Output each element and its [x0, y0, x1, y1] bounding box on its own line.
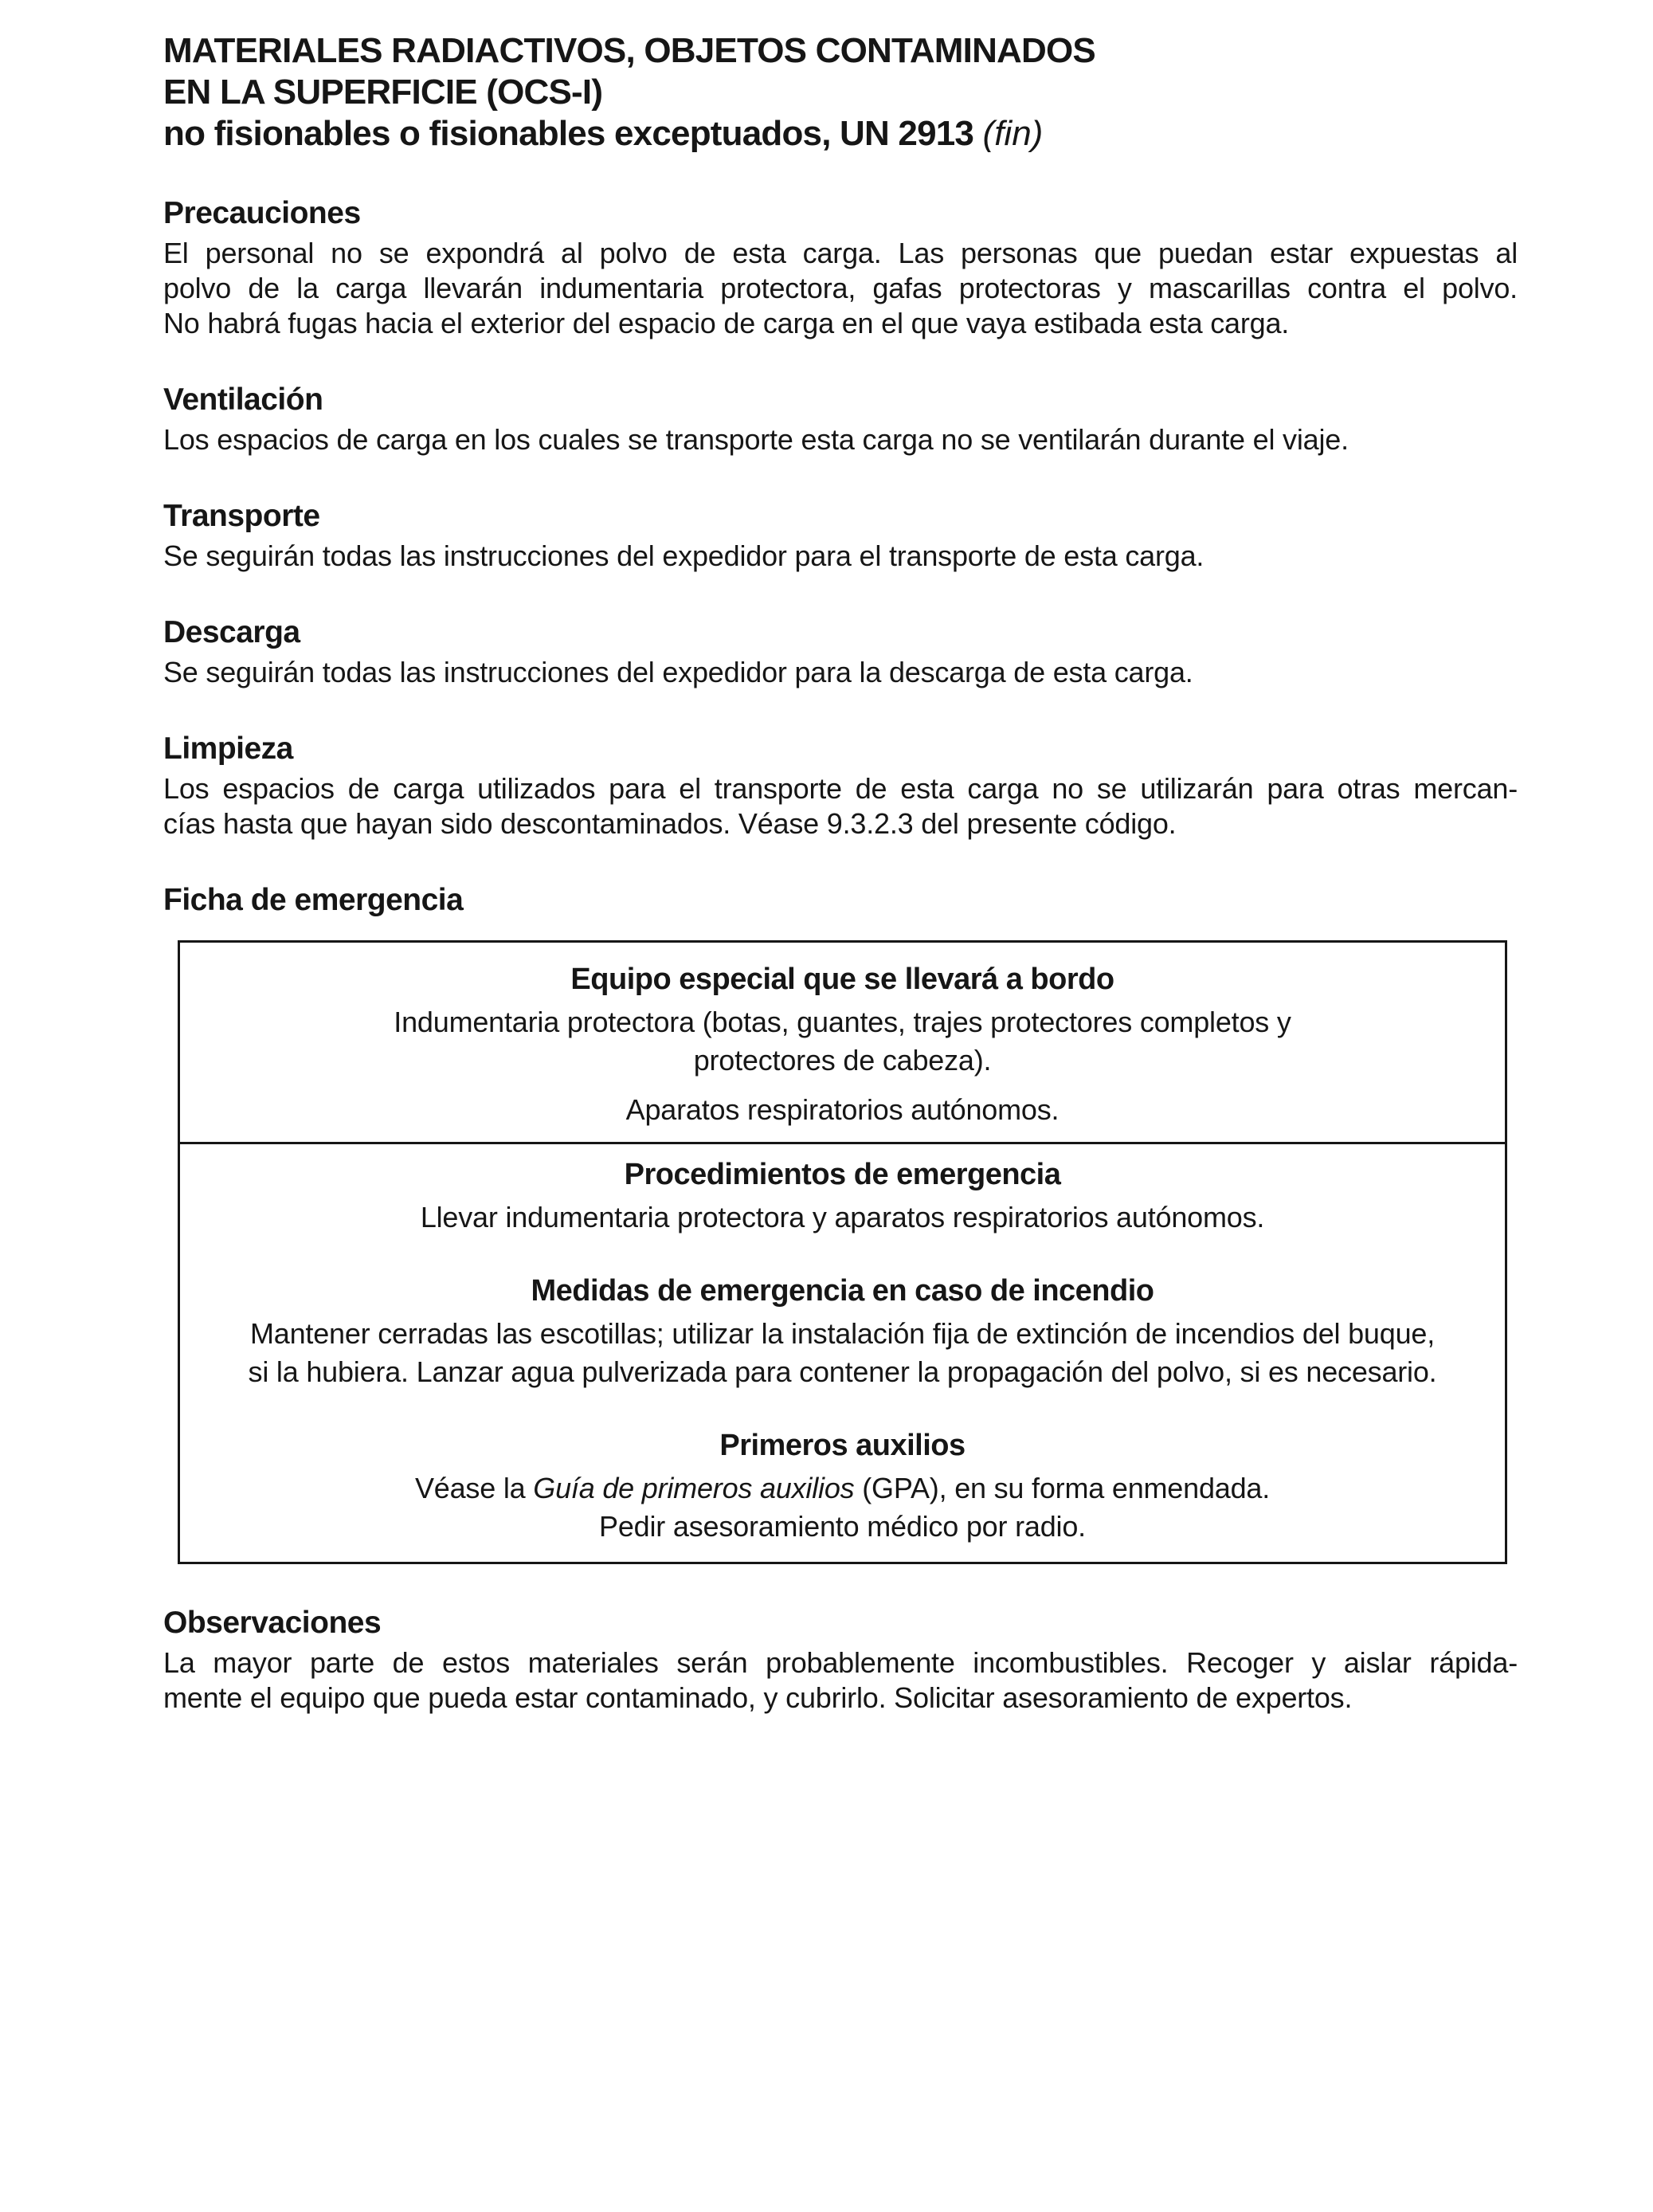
section-descarga-body — [163, 655, 1518, 690]
section-precauciones-heading: Precauciones — [163, 196, 361, 230]
doc-title-line3 — [163, 113, 1518, 155]
section-observaciones-heading: Observaciones — [163, 1606, 382, 1640]
section-ventilacion-heading: Ventilación — [163, 382, 323, 417]
text-line: Llevar indumentaria protectora y aparatos respiratorios autónomos. — [420, 1201, 1265, 1233]
first-aid-title: Primeros auxilios — [719, 1429, 966, 1462]
doc-title-line1: MATERIALES RADIACTIVOS, OBJETOS CONTAMINADOS — [163, 31, 1095, 70]
section-descarga — [163, 615, 1518, 690]
text-line: Los espacios de carga en los cuales se transporte esta carga no se ventilarán durante el viaje. — [163, 423, 1349, 456]
section-transporte-body — [163, 539, 1518, 574]
first-aid-reference-line — [196, 1469, 1489, 1508]
section-limpieza — [163, 731, 1518, 841]
section-limpieza-body — [163, 771, 1518, 841]
section-transporte — [163, 499, 1518, 574]
text-line: No habrá fugas hacia el exterior del espacio de carga en el que vaya estibada esta carga. — [163, 307, 1290, 339]
section-descarga-heading: Descarga — [163, 615, 300, 649]
emergency-card — [178, 940, 1507, 1564]
section-observaciones-body — [163, 1645, 1518, 1716]
text-line: El personal no se expondrá al polvo de esta carga. Las personas que puedan estar expuestas al — [163, 237, 1518, 269]
emergency-procedures-cell — [180, 1142, 1505, 1562]
section-ventilacion — [163, 382, 1518, 457]
procedures-title: Procedimientos de emergencia — [624, 1158, 1061, 1191]
doc-title-line3-text: no fisionables o fisionables exceptuados, UN 2913 — [163, 114, 974, 153]
first-aid-post: (GPA), en su forma enmendada. — [854, 1472, 1271, 1504]
text-line: Se seguirán todas las instrucciones del expedidor para el transporte de esta carga. — [163, 539, 1204, 572]
doc-title — [163, 30, 1518, 155]
section-transporte-heading: Transporte — [163, 499, 320, 533]
text-line: si la hubiera. Lanzar agua pulverizada para contener la propagación del polvo, si es necesario. — [248, 1355, 1437, 1388]
text-line: Se seguirán todas las instrucciones del expedidor para la descarga de esta carga. — [163, 656, 1193, 688]
doc-title-line2: EN LA SUPERFICIE (OCS-I) — [163, 73, 603, 112]
emergency-equipment-cell — [180, 943, 1505, 1142]
section-ficha-de-emergencia — [163, 883, 1518, 918]
text-line: Indumentaria protectora (botas, guantes, trajes protectores completos y — [394, 1006, 1291, 1038]
text-line: Aparatos respiratorios autónomos. — [625, 1093, 1060, 1126]
section-observaciones — [163, 1606, 1518, 1716]
text-line: cías hasta que hayan sido descontaminados. Véase 9.3.2.3 del presente código. — [163, 807, 1177, 840]
text-line: mente el equipo que pueda estar contaminado, y cubrirlo. Solicitar asesoramiento de expertos. — [163, 1681, 1353, 1714]
text-line: polvo de la carga llevarán indumentaria protectora, gafas protectoras y mascarillas contra el polvo. — [163, 272, 1518, 304]
text-line: protectores de cabeza). — [693, 1044, 992, 1077]
section-precauciones — [163, 196, 1518, 341]
section-limpieza-heading: Limpieza — [163, 731, 293, 766]
equipment-title: Equipo especial que se llevará a bordo — [570, 963, 1114, 996]
text-line: Los espacios de carga utilizados para el transporte de esta carga no se utilizarán para otras mercan- — [163, 772, 1518, 805]
first-aid-pre: Véase la — [414, 1472, 534, 1504]
section-ficha-heading: Ficha de emergencia — [163, 883, 464, 917]
text-line: Mantener cerradas las escotillas; utilizar la instalación fija de extinción de incendios del buque, — [249, 1317, 1436, 1350]
page-content — [163, 30, 1518, 1716]
doc-title-fin: (fin) — [982, 114, 1044, 153]
first-aid-guide-title: Guía de primeros auxilios — [533, 1472, 855, 1504]
section-precauciones-body — [163, 236, 1518, 341]
fire-measures-title: Medidas de emergencia en caso de incendio — [531, 1274, 1154, 1308]
section-ventilacion-body — [163, 422, 1518, 457]
text-line: La mayor parte de estos materiales serán probablemente incombustibles. Recoger y aislar rápida- — [163, 1646, 1518, 1679]
text-line: Pedir asesoramiento médico por radio. — [599, 1510, 1086, 1543]
